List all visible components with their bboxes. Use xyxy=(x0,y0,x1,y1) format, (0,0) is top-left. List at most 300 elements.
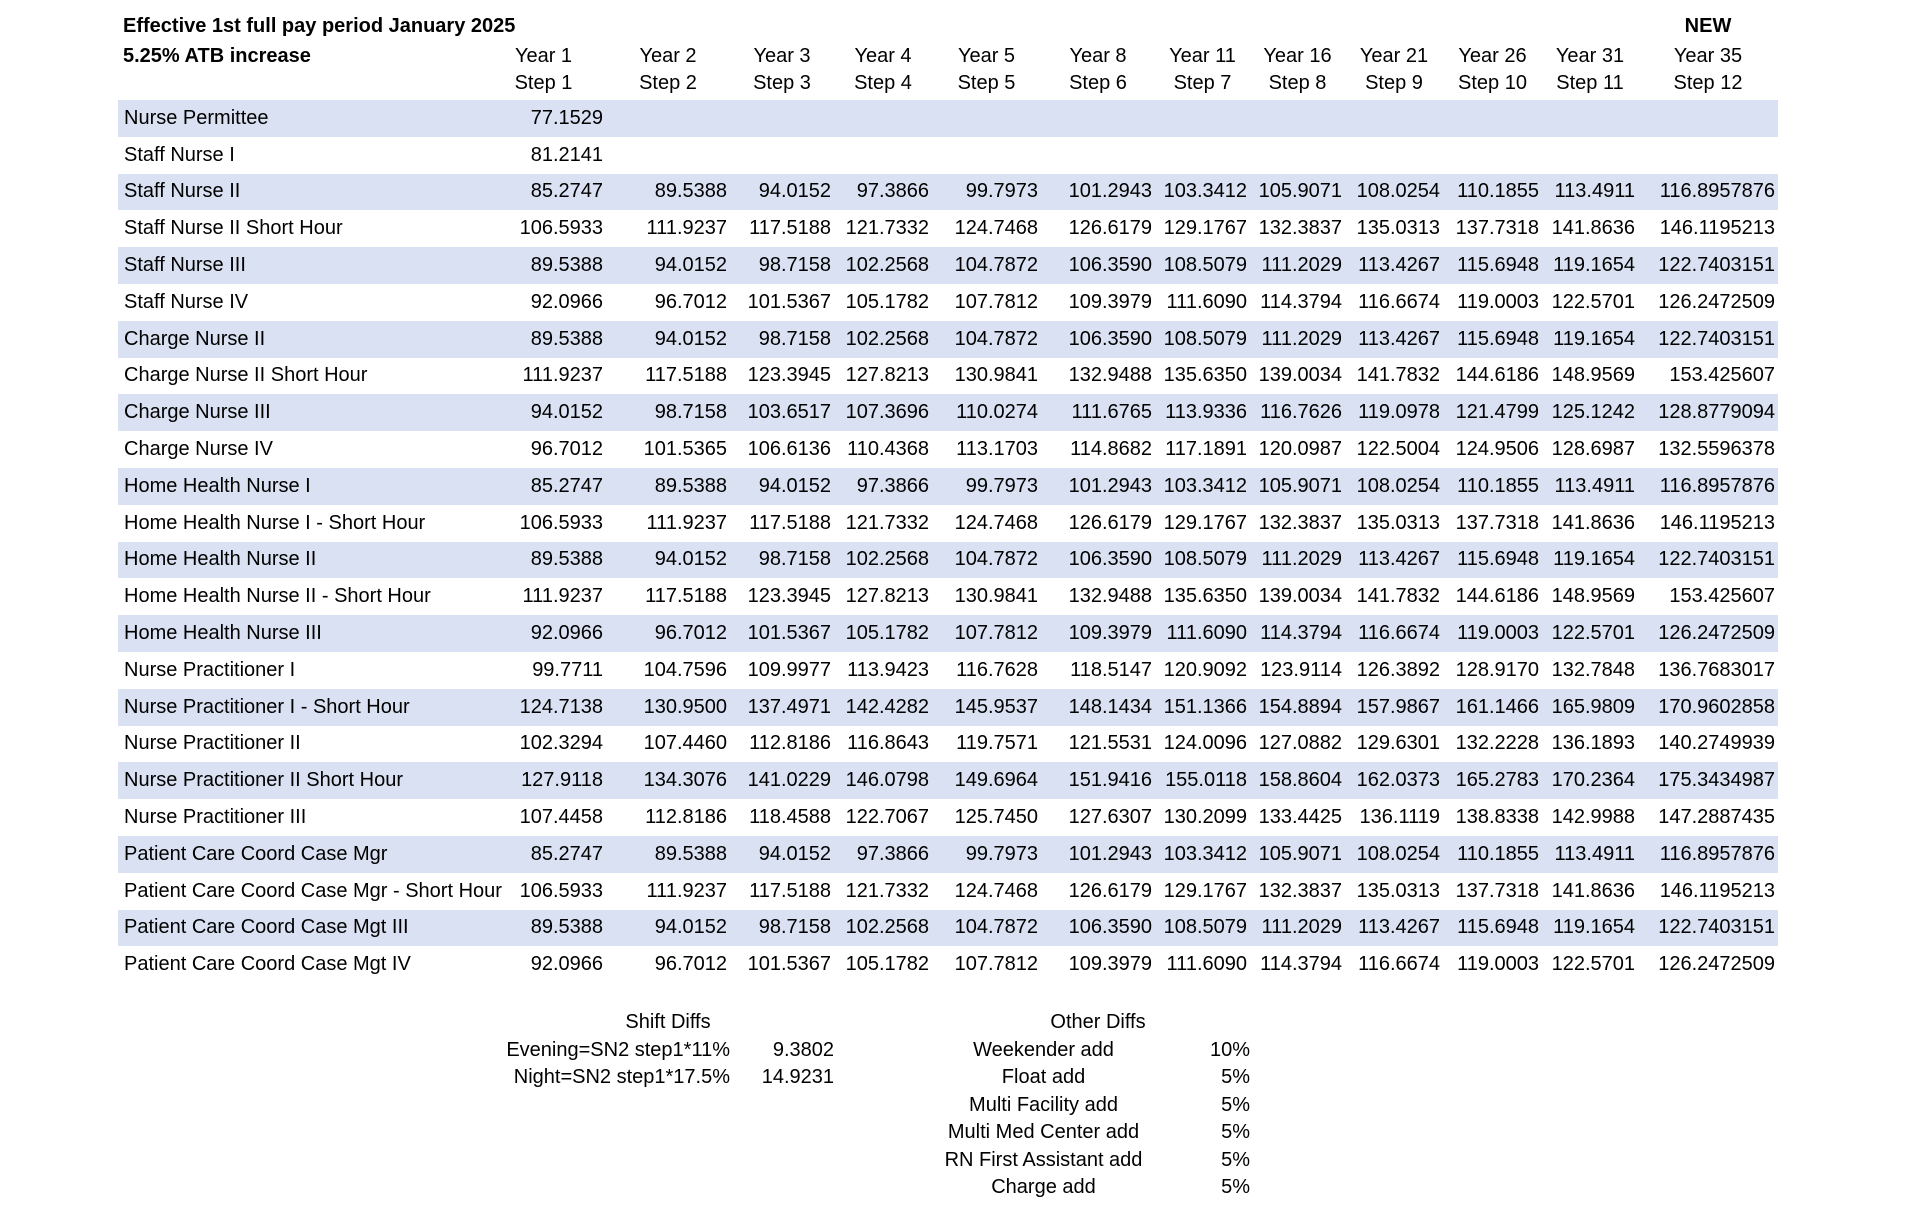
rate-cell: 124.7138 xyxy=(519,695,603,718)
rate-cell: 120.0987 xyxy=(1258,438,1342,461)
rate-cell: 107.7812 xyxy=(954,622,1038,645)
rate-cell: 135.6350 xyxy=(1163,364,1247,387)
rate-cell: 142.9988 xyxy=(1551,806,1635,829)
rate-cell: 118.4588 xyxy=(749,806,831,829)
rate-cell: 111.2029 xyxy=(1261,327,1342,350)
rate-cell: 97.3866 xyxy=(856,180,929,203)
table-row xyxy=(118,762,1778,799)
row-label: Home Health Nurse I xyxy=(124,474,311,497)
rate-cell: 104.7872 xyxy=(954,254,1038,277)
rate-cell: 104.7872 xyxy=(954,327,1038,350)
rate-cell: 132.2228 xyxy=(1455,732,1539,755)
rate-cell: 105.9071 xyxy=(1258,474,1342,497)
rate-cell: 110.1855 xyxy=(1457,180,1539,203)
rate-cell: 133.4425 xyxy=(1258,806,1342,829)
rate-cell: 92.0966 xyxy=(530,953,603,976)
table-row xyxy=(118,799,1778,836)
shift-diff-label: Night=SN2 step1*17.5% xyxy=(513,1066,730,1088)
rate-cell: 114.8682 xyxy=(1070,438,1152,461)
rate-cell: 113.4267 xyxy=(1358,327,1440,350)
table-row xyxy=(118,321,1778,358)
rate-cell: 117.5188 xyxy=(645,364,727,387)
step-col-header: Step 9 xyxy=(1365,72,1423,94)
rate-cell: 142.4282 xyxy=(845,695,929,718)
other-diff-value: 5% xyxy=(1221,1176,1250,1198)
rate-cell: 99.7973 xyxy=(965,180,1038,203)
row-label: Home Health Nurse III xyxy=(124,622,322,645)
rate-cell: 141.7832 xyxy=(1356,585,1440,608)
rate-cell: 129.1767 xyxy=(1163,217,1247,240)
rate-cell: 81.2141 xyxy=(530,143,603,166)
row-label: Staff Nurse II xyxy=(124,180,241,203)
rate-cell: 106.5933 xyxy=(519,879,603,902)
rate-cell: 112.8186 xyxy=(645,806,727,829)
rate-cell: 108.0254 xyxy=(1356,474,1440,497)
rate-cell: 116.8643 xyxy=(847,732,929,755)
rate-cell: 132.9488 xyxy=(1068,585,1152,608)
row-label: Staff Nurse IV xyxy=(124,290,249,313)
rate-cell: 122.7067 xyxy=(845,806,929,829)
row-label: Staff Nurse III xyxy=(124,254,246,277)
rate-cell: 94.0152 xyxy=(758,180,831,203)
rate-cell: 113.9423 xyxy=(847,658,929,681)
rate-cell: 105.9071 xyxy=(1258,180,1342,203)
rate-cell: 141.7832 xyxy=(1356,364,1440,387)
row-label: Staff Nurse II Short Hour xyxy=(124,217,343,240)
rate-cell: 107.7812 xyxy=(954,290,1038,313)
rate-cell: 118.5147 xyxy=(1070,658,1152,681)
rate-cell: 123.9114 xyxy=(1260,658,1342,681)
rate-cell: 111.2029 xyxy=(1261,548,1342,571)
rate-cell: 107.4458 xyxy=(519,806,603,829)
rate-cell: 124.7468 xyxy=(954,217,1038,240)
rate-cell: 108.5079 xyxy=(1163,916,1247,939)
rate-cell: 96.7012 xyxy=(530,438,603,461)
table-row xyxy=(118,505,1778,542)
rate-cell: 98.7158 xyxy=(758,916,831,939)
rate-cell: 98.7158 xyxy=(758,327,831,350)
rate-cell: 132.3837 xyxy=(1258,879,1342,902)
rate-cell: 129.1767 xyxy=(1163,879,1247,902)
rate-cell: 130.9841 xyxy=(954,364,1038,387)
row-label: Home Health Nurse I - Short Hour xyxy=(124,511,426,534)
rate-cell: 135.0313 xyxy=(1356,511,1440,534)
year-col-header: Year 21 xyxy=(1359,45,1429,67)
rate-cell: 94.0152 xyxy=(530,401,603,424)
rate-cell: 111.9237 xyxy=(646,879,727,902)
rate-cell: 103.6517 xyxy=(747,401,831,424)
year-col-header: Year 5 xyxy=(957,45,1016,67)
rate-cell: 122.5701 xyxy=(1551,290,1635,313)
table-row xyxy=(118,284,1778,321)
rate-cell: 121.7332 xyxy=(845,217,929,240)
rate-cell: 116.6674 xyxy=(1358,290,1440,313)
rate-cell: 85.2747 xyxy=(530,474,603,497)
rate-cell: 89.5388 xyxy=(654,474,727,497)
rate-cell: 144.6186 xyxy=(1455,364,1539,387)
rate-cell: 109.3979 xyxy=(1068,953,1152,976)
rate-cell: 162.0373 xyxy=(1356,769,1440,792)
rate-cell: 125.7450 xyxy=(954,806,1038,829)
rate-cell: 119.1654 xyxy=(1553,254,1635,277)
rate-cell: 139.0034 xyxy=(1258,364,1342,387)
rate-cell: 94.0152 xyxy=(654,916,727,939)
rate-cell: 85.2747 xyxy=(530,180,603,203)
shift-diff-value: 14.9231 xyxy=(761,1066,834,1088)
rate-cell: 132.9488 xyxy=(1068,364,1152,387)
rate-cell: 122.5004 xyxy=(1356,438,1440,461)
year-col-header: Year 2 xyxy=(639,45,697,67)
rate-cell: 116.8957876 xyxy=(1659,474,1775,497)
rate-cell: 151.9416 xyxy=(1068,769,1152,792)
rate-cell: 103.3412 xyxy=(1163,474,1247,497)
rate-cell: 126.2472509 xyxy=(1658,622,1775,645)
rate-cell: 101.5367 xyxy=(747,290,831,313)
rate-cell: 170.9602858 xyxy=(1658,695,1775,718)
rate-cell: 153.425607 xyxy=(1669,364,1775,387)
rate-cell: 106.6136 xyxy=(747,438,831,461)
rate-cell: 89.5388 xyxy=(530,327,603,350)
rate-cell: 110.4368 xyxy=(847,438,929,461)
row-label: Nurse Permittee xyxy=(124,106,269,129)
rate-cell: 122.5701 xyxy=(1551,622,1635,645)
year-col-header: Year 31 xyxy=(1555,45,1625,67)
rate-cell: 101.5367 xyxy=(747,622,831,645)
rate-cell: 116.8957876 xyxy=(1659,180,1775,203)
rate-cell: 120.9092 xyxy=(1163,658,1247,681)
rate-cell: 136.1119 xyxy=(1359,806,1440,829)
rate-cell: 136.1893 xyxy=(1551,732,1635,755)
rate-cell: 175.3434987 xyxy=(1658,769,1775,792)
rate-cell: 108.0254 xyxy=(1356,180,1440,203)
rate-cell: 101.2943 xyxy=(1068,842,1152,865)
rate-cell: 101.5367 xyxy=(747,953,831,976)
rate-cell: 113.4267 xyxy=(1358,916,1440,939)
rate-cell: 103.3412 xyxy=(1163,180,1247,203)
rate-cell: 157.9867 xyxy=(1356,695,1440,718)
rate-cell: 122.7403151 xyxy=(1658,327,1775,350)
row-label: Charge Nurse II Short Hour xyxy=(124,364,368,387)
rate-cell: 127.8213 xyxy=(845,585,929,608)
rate-cell: 116.6674 xyxy=(1358,622,1440,645)
row-label: Nurse Practitioner I - Short Hour xyxy=(124,695,410,718)
rate-cell: 111.9237 xyxy=(646,217,727,240)
rate-cell: 119.1654 xyxy=(1553,327,1635,350)
rate-cell: 111.6765 xyxy=(1071,401,1152,424)
rate-cell: 170.2364 xyxy=(1551,769,1635,792)
step-col-header: Step 3 xyxy=(753,72,811,94)
rate-cell: 117.5188 xyxy=(749,217,831,240)
rate-cell: 146.1195213 xyxy=(1659,879,1775,902)
rate-cell: 122.5701 xyxy=(1551,953,1635,976)
atb-increase-subtitle: 5.25% ATB increase xyxy=(123,45,311,67)
rate-cell: 105.1782 xyxy=(845,622,929,645)
rate-cell: 130.9500 xyxy=(643,695,727,718)
rate-cell: 98.7158 xyxy=(758,548,831,571)
other-diff-value: 5% xyxy=(1221,1093,1250,1116)
table-row xyxy=(118,394,1778,431)
rate-cell: 121.7332 xyxy=(845,879,929,902)
rate-cell: 141.8636 xyxy=(1551,511,1635,534)
row-label: Home Health Nurse II xyxy=(124,548,317,571)
rate-cell: 113.1703 xyxy=(956,438,1038,461)
rate-cell: 106.5933 xyxy=(519,511,603,534)
rate-cell: 127.6307 xyxy=(1068,806,1152,829)
rate-cell: 119.0978 xyxy=(1358,401,1440,424)
rate-cell: 112.8186 xyxy=(749,732,831,755)
rate-cell: 97.3866 xyxy=(856,842,929,865)
year-col-header: Year 16 xyxy=(1263,45,1332,67)
rate-cell: 127.9118 xyxy=(521,769,603,792)
step-col-header: Step 11 xyxy=(1556,72,1624,94)
rate-cell: 126.6179 xyxy=(1068,511,1152,534)
other-diff-label: Multi Med Center add xyxy=(947,1121,1140,1143)
rate-cell: 132.3837 xyxy=(1258,217,1342,240)
rate-cell: 165.9809 xyxy=(1551,695,1635,718)
rate-cell: 116.7628 xyxy=(956,658,1038,681)
new-column-label: NEW xyxy=(1684,15,1732,37)
rate-cell: 146.0798 xyxy=(845,769,929,792)
rate-cell: 107.3696 xyxy=(845,401,929,424)
other-diffs-header: Other Diffs xyxy=(1050,1011,1146,1033)
rate-cell: 117.1891 xyxy=(1165,438,1247,461)
rate-cell: 113.4911 xyxy=(1554,180,1635,203)
rate-cell: 115.6948 xyxy=(1457,548,1539,571)
row-label: Patient Care Coord Case Mgr xyxy=(124,842,388,865)
rate-cell: 148.1434 xyxy=(1068,695,1152,718)
row-label: Nurse Practitioner I xyxy=(124,658,296,681)
effective-date-title: Effective 1st full pay period January 2025 xyxy=(123,15,516,37)
year-col-header: Year 3 xyxy=(753,45,811,67)
row-label: Staff Nurse I xyxy=(124,143,235,166)
rate-cell: 115.6948 xyxy=(1457,254,1539,277)
rate-cell: 106.3590 xyxy=(1068,548,1152,571)
rate-cell: 101.2943 xyxy=(1068,180,1152,203)
rate-cell: 98.7158 xyxy=(758,254,831,277)
rate-cell: 111.9237 xyxy=(646,511,727,534)
rate-cell: 111.6090 xyxy=(1166,290,1247,313)
other-diff-label: Multi Facility add xyxy=(969,1093,1118,1116)
rate-cell: 119.7571 xyxy=(956,732,1038,755)
rate-cell: 158.8604 xyxy=(1258,769,1342,792)
table-row xyxy=(118,100,1778,137)
rate-cell: 92.0966 xyxy=(530,290,603,313)
step-col-header: Step 7 xyxy=(1173,72,1232,94)
rate-cell: 117.5188 xyxy=(645,585,727,608)
rate-cell: 148.9569 xyxy=(1551,364,1635,387)
rate-cell: 146.1195213 xyxy=(1659,217,1775,240)
other-diff-label: RN First Assistant add xyxy=(944,1148,1143,1171)
row-label: Charge Nurse II xyxy=(124,327,266,350)
step-col-header: Step 2 xyxy=(639,72,697,94)
rate-cell: 116.6674 xyxy=(1358,953,1440,976)
rate-cell: 134.3076 xyxy=(643,769,727,792)
rate-cell: 89.5388 xyxy=(530,916,603,939)
rate-cell: 135.0313 xyxy=(1356,217,1440,240)
rate-cell: 96.7012 xyxy=(654,622,727,645)
table-row xyxy=(118,431,1778,468)
rate-cell: 111.6090 xyxy=(1166,953,1247,976)
step-col-header: Step 12 xyxy=(1673,72,1743,94)
rate-cell: 102.2568 xyxy=(845,548,929,571)
table-row xyxy=(118,137,1778,174)
rate-cell: 108.5079 xyxy=(1163,327,1247,350)
rate-cell: 94.0152 xyxy=(758,474,831,497)
rate-cell: 132.3837 xyxy=(1258,511,1342,534)
rate-cell: 124.7468 xyxy=(954,879,1038,902)
rate-cell: 141.8636 xyxy=(1551,879,1635,902)
rate-cell: 129.1767 xyxy=(1163,511,1247,534)
step-col-header: Step 6 xyxy=(1069,72,1127,94)
rate-cell: 110.0274 xyxy=(956,401,1038,424)
rate-cell: 113.9336 xyxy=(1165,401,1247,424)
row-label: Nurse Practitioner III xyxy=(124,806,307,829)
rate-cell: 106.5933 xyxy=(519,217,603,240)
year-col-header: Year 4 xyxy=(854,45,912,67)
table-row xyxy=(118,578,1778,615)
rate-cell: 111.9237 xyxy=(522,364,603,387)
rate-table-body xyxy=(118,100,1778,983)
row-label: Home Health Nurse II - Short Hour xyxy=(124,585,431,608)
rate-cell: 122.7403151 xyxy=(1658,916,1775,939)
rate-cell: 128.8779094 xyxy=(1658,401,1775,424)
rate-cell: 148.9569 xyxy=(1551,585,1635,608)
rate-cell: 99.7973 xyxy=(965,474,1038,497)
rate-cell: 155.0118 xyxy=(1165,769,1247,792)
rate-cell: 147.2887435 xyxy=(1658,806,1775,829)
rate-cell: 101.5365 xyxy=(643,438,727,461)
rate-cell: 109.3979 xyxy=(1068,622,1152,645)
rate-cell: 125.1242 xyxy=(1551,401,1635,424)
table-row xyxy=(118,247,1778,284)
rate-cell: 92.0966 xyxy=(530,622,603,645)
rate-cell: 102.3294 xyxy=(519,732,603,755)
rate-cell: 141.8636 xyxy=(1551,217,1635,240)
rate-cell: 151.1366 xyxy=(1163,695,1247,718)
rate-cell: 127.0882 xyxy=(1258,732,1342,755)
rate-cell: 111.9237 xyxy=(522,585,603,608)
rate-cell: 139.0034 xyxy=(1258,585,1342,608)
rate-cell: 109.3979 xyxy=(1068,290,1152,313)
step-col-header: Step 8 xyxy=(1268,72,1327,94)
rate-cell: 103.3412 xyxy=(1163,842,1247,865)
rate-cell: 116.8957876 xyxy=(1659,842,1775,865)
rate-cell: 114.3794 xyxy=(1260,622,1342,645)
table-row xyxy=(118,873,1778,910)
other-diff-label: Float add xyxy=(1001,1066,1086,1088)
table-row xyxy=(118,910,1778,947)
rate-cell: 94.0152 xyxy=(654,327,727,350)
step-col-header: Step 1 xyxy=(514,72,573,94)
rate-cell: 115.6948 xyxy=(1457,916,1539,939)
rate-cell: 77.1529 xyxy=(530,106,603,129)
step-col-header: Step 4 xyxy=(854,72,912,94)
rate-cell: 121.7332 xyxy=(845,511,929,534)
table-row xyxy=(118,542,1778,579)
rate-cell: 89.5388 xyxy=(530,254,603,277)
row-label: Nurse Practitioner II xyxy=(124,732,301,755)
rate-cell: 104.7596 xyxy=(643,658,727,681)
rate-cell: 105.1782 xyxy=(845,290,929,313)
rate-cell: 107.7812 xyxy=(954,953,1038,976)
rate-cell: 113.4267 xyxy=(1358,254,1440,277)
rate-cell: 106.3590 xyxy=(1068,916,1152,939)
rate-cell: 99.7711 xyxy=(532,658,603,681)
rate-cell: 107.4460 xyxy=(643,732,727,755)
rate-cell: 96.7012 xyxy=(654,290,727,313)
rate-cell: 116.7626 xyxy=(1260,401,1342,424)
year-col-header: Year 8 xyxy=(1069,45,1127,67)
rate-cell: 145.9537 xyxy=(954,695,1038,718)
rate-cell: 126.3892 xyxy=(1356,658,1440,681)
row-label: Patient Care Coord Case Mgr - Short Hour xyxy=(124,879,502,902)
rate-cell: 132.7848 xyxy=(1551,658,1635,681)
rate-cell: 137.4971 xyxy=(747,695,831,718)
rate-cell: 121.4799 xyxy=(1455,401,1539,424)
rate-cell: 106.3590 xyxy=(1068,254,1152,277)
rate-cell: 104.7872 xyxy=(954,916,1038,939)
rate-cell: 94.0152 xyxy=(654,548,727,571)
step-col-header: Step 10 xyxy=(1458,72,1527,94)
rate-cell: 119.0003 xyxy=(1457,290,1539,313)
rate-cell: 119.0003 xyxy=(1457,622,1539,645)
rate-cell: 102.2568 xyxy=(845,254,929,277)
rate-cell: 119.1654 xyxy=(1553,916,1635,939)
rate-cell: 101.2943 xyxy=(1068,474,1152,497)
rate-cell: 129.6301 xyxy=(1356,732,1440,755)
rate-cell: 111.2029 xyxy=(1261,254,1342,277)
rate-cell: 149.6964 xyxy=(954,769,1038,792)
rate-cell: 110.1855 xyxy=(1457,474,1539,497)
rate-cell: 114.3794 xyxy=(1260,290,1342,313)
rate-cell: 102.2568 xyxy=(845,916,929,939)
rate-cell: 104.7872 xyxy=(954,548,1038,571)
step-header-row xyxy=(481,71,1778,95)
rate-cell: 113.4911 xyxy=(1554,474,1635,497)
rate-cell: 106.3590 xyxy=(1068,327,1152,350)
rate-cell: 102.2568 xyxy=(845,327,929,350)
rate-cell: 126.2472509 xyxy=(1658,290,1775,313)
rate-cell: 108.5079 xyxy=(1163,548,1247,571)
rate-cell: 85.2747 xyxy=(530,842,603,865)
row-label: Patient Care Coord Case Mgt III xyxy=(124,916,409,939)
rate-cell: 141.0229 xyxy=(747,769,831,792)
table-row xyxy=(118,726,1778,763)
rate-cell: 130.9841 xyxy=(954,585,1038,608)
table-row xyxy=(118,836,1778,873)
rate-cell: 115.6948 xyxy=(1457,327,1539,350)
rate-cell: 146.1195213 xyxy=(1659,511,1775,534)
rate-cell: 128.9170 xyxy=(1455,658,1539,681)
shift-diff-label: Evening=SN2 step1*11% xyxy=(506,1038,730,1061)
rate-cell: 105.9071 xyxy=(1258,842,1342,865)
rate-cell: 97.3866 xyxy=(856,474,929,497)
rate-cell: 98.7158 xyxy=(654,401,727,424)
row-label: Patient Care Coord Case Mgt IV xyxy=(124,953,411,976)
shift-diff-value: 9.3802 xyxy=(772,1038,834,1061)
rate-cell: 135.0313 xyxy=(1356,879,1440,902)
rate-cell: 111.2029 xyxy=(1261,916,1342,939)
rate-cell: 108.5079 xyxy=(1163,254,1247,277)
rate-cell: 123.3945 xyxy=(747,364,831,387)
rate-cell: 137.7318 xyxy=(1455,511,1539,534)
rate-cell: 113.4267 xyxy=(1358,548,1440,571)
rate-cell: 136.7683017 xyxy=(1658,658,1775,681)
rate-cell: 126.6179 xyxy=(1068,879,1152,902)
rate-cell: 126.2472509 xyxy=(1658,953,1775,976)
rate-cell: 94.0152 xyxy=(758,842,831,865)
other-diff-value: 5% xyxy=(1221,1066,1250,1088)
